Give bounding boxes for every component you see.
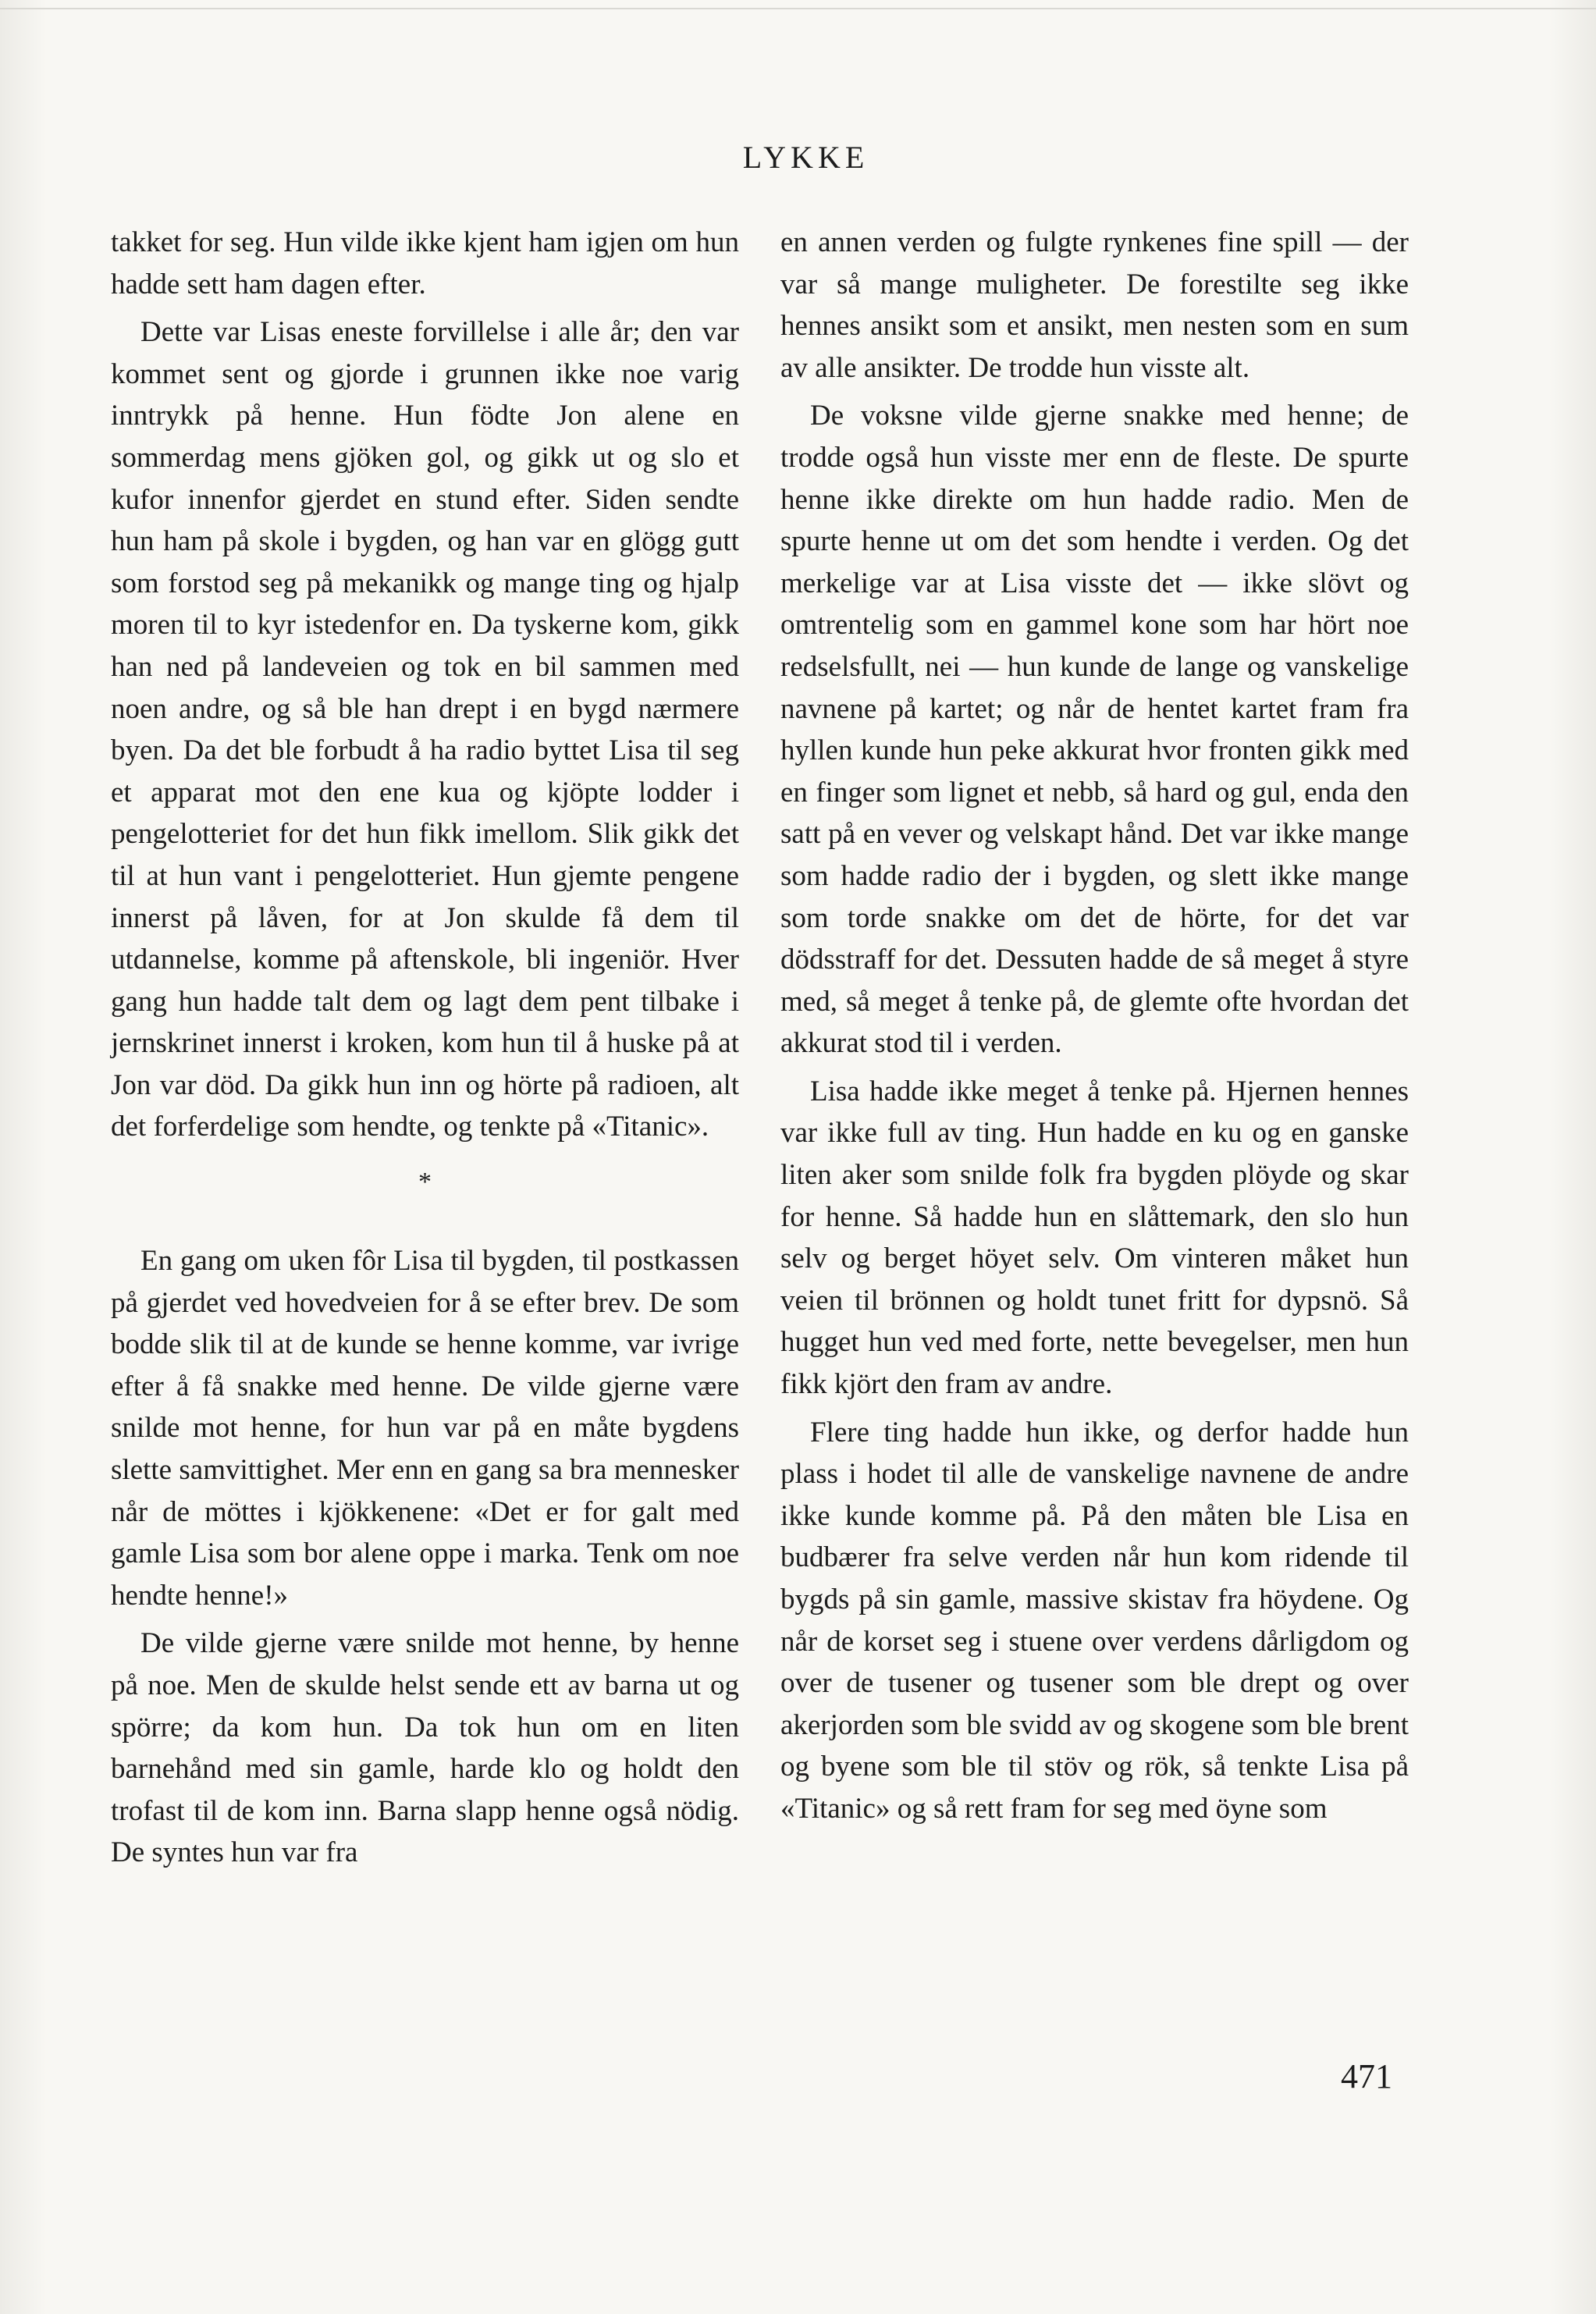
right-column: [780, 222, 1409, 1836]
paragraph: Lisa hadde ikke meget å tenke på. Hjernen hennes var ikke full av ting. Hun hadde en ku og en ganske liten aker som snilde folk fra bygden plöyde og skar for henne. Så hadde hun en slåttemark, den slo hun selv og berget höyet selv. Om vinteren måket hun veien til brönnen og holdt tunet fritt for dypsnö. Så hugget hun ved med forte, nette bevegelser, men hun fikk kjört den fram av andre.: [780, 1075, 1409, 1401]
paragraph: De vilde gjerne være snilde mot henne, by henne på noe. Men de skulde helst sende ett av barna ut og spörre; da kom hun. Da tok hun om en liten barnehånd med sin gamle, harde klo og holdt den trofast til de kom inn. Barna slapp henne også nödig. De syntes hun var fra: [111, 1627, 739, 1869]
paragraph: En gang om uken fôr Lisa til bygden, til postkassen på gjerdet ved hovedveien for å se efter brev. De som bodde slik til at de kunde se henne komme, var ivrige efter å få snakke med henne. De vilde gjerne være snilde mot henne, for hun var på en måte bygdens slette samvittighet. Mer enn en gang sa bra mennesker når de möttes i kjökkenene: «Det er for galt med gamle Lisa som bor alene oppe i marka. Tenk om noe hendte henne!»: [111, 1245, 739, 1612]
page-edge-rule: [0, 8, 1596, 9]
section-break-asterisk: *: [418, 1168, 432, 1197]
paragraph: Dette var Lisas eneste forvillelse i alle år; den var kommet sent og gjorde i grunnen ikke noe varig inntrykk på henne. Hun födte Jon alene en sommerdag mens gjöken gol, og gikk ut og slo et kufor innenfor gjerdet en stund efter. Siden sendte hun ham på skole i bygden, og han var en glögg gutt som forstod seg på mekanikk og mange ting og hjalp moren til to kyr istedenfor en. Da tyskerne kom, gikk han ned på landeveien og tok en bil sammen med noen andre, og så ble han drept i en bygd nærmere byen. Da det ble forbudt å ha radio byttet Lisa til seg et apparat mot den ene kua og kjöpte lodder i pengelotteriet for det hun fikk imellom. Slik gikk det til at hun vant i pengelotteriet. Hun gjemte pengene innerst på låven, for at Jon skulde få dem til utdannelse, komme på aftenskole, bli ingeniör. Hver gang hun hadde talt dem og lagt dem pent tilbake i jernskrinet innerst i kroken, kom hun til å huske på at Jon var död. Da gikk hun inn og hörte på radioen, alt det forferdelige som hendte, og tenkte på «Titanic».: [111, 316, 739, 1143]
left-column: [111, 222, 739, 1880]
paragraph: en annen verden og fulgte rynkenes fine spill — der var så mange muligheter. De forestilte seg ikke hennes ansikt som et ansikt, men nesten som en sum av alle ansikter. De trodde hun visste alt.: [780, 226, 1409, 384]
paragraph: takket for seg. Hun vilde ikke kjent ham igjen om hun hadde sett ham dagen efter.: [111, 226, 739, 300]
paragraph: Flere ting hadde hun ikke, og derfor hadde hun plass i hodet til alle de vanskelige navnene de andre ikke kunde komme på. På den måten ble Lisa en budbærer fra selve verden når hun kom ridende til bygds på sin gamle, massive skistav fra höydene. Og når de korset seg i stuene over verdens dårligdom og over de tusener og tusener som ble drept og over akerjorden som ble svidd av og skogene som ble brent og byene som ble til stöv og rök, så tenkte Lisa på «Titanic» og så rett fram for seg med öyne som: [780, 1416, 1409, 1825]
running-head: LYKKE: [742, 140, 869, 175]
paragraph: De voksne vilde gjerne snakke med henne; de trodde også hun visste mer enn de fleste. De spurte henne ikke direkte om hun hadde radio. Men de spurte henne ut om det som hendte i verden. Og det merkelige var at Lisa visste det — ikke slövt og omtrentelig som en gammel kone som har hört noe redselsfullt, nei — hun kunde de lange og vanskelige navnene på kartet; og når de hentet kartet fram fra hyllen kunde hun peke akkurat hvor fronten gikk med en finger som lignet et nebb, så hard og gul, enda den satt på en vever og velskapt hånd. Det var ikke mange som hadde radio der i bygden, og slett ikke mange som torde snakke om det de hörte, for det var dödsstraff for det. Dessuten hadde de så meget å styre med, så meget å tenke på, de glemte ofte hvordan det akkurat stod til i verden.: [780, 400, 1409, 1060]
page-number: 471: [1341, 2057, 1392, 2095]
